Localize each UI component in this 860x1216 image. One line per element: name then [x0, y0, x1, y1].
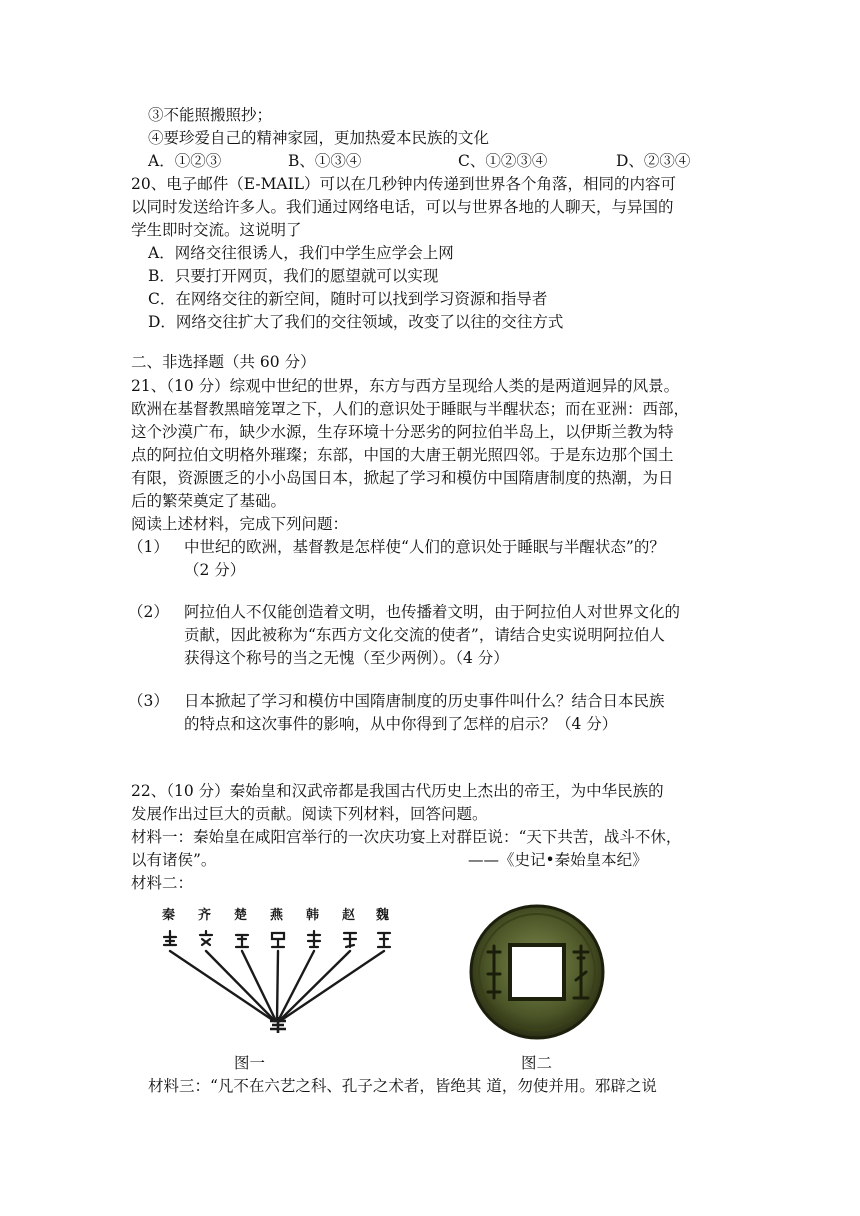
coin-graphic	[466, 902, 608, 1042]
sub-question-line: 获得这个称号的当之无愧（至少两例）。（4 分）	[184, 649, 509, 667]
script-diagram-graphic	[158, 905, 398, 1035]
q21-stem-line: 欧洲在基督教黑暗笼罩之下，人们的意识处于睡眠与半醒状态；而在亚洲：西部，	[131, 400, 690, 418]
sub-question-line: （2 分）	[184, 561, 246, 579]
sub-question-line: 中世纪的欧洲，基督教是怎样使“人们的意识处于睡眠与半醒状态”的？	[184, 538, 665, 556]
state-label-wei: 魏	[376, 908, 390, 923]
q19-item-3: ③不能照搬照抄；	[148, 106, 273, 124]
ancient-glyphs	[164, 931, 390, 947]
state-label-yan: 燕	[270, 908, 284, 923]
q22-material-1: 材料一：秦始皇在咸阳宫举行的一次庆功宴上对群臣说：“天下共苦，战斗不休，	[131, 828, 682, 846]
sub-question-line: 贡献，因此被称为“东西方文化交流的使者”，请结合史实说明阿拉伯人	[184, 626, 665, 644]
sub-question-number: （2）	[128, 603, 169, 621]
sub-question-line: 阿拉伯人不仅能创造着文明，也传播着文明，由于阿拉伯人对世界文化的	[184, 603, 681, 621]
q21-stem-line: 这个沙漠广布，缺少水源，生存环境十分恶劣的阿拉伯半岛上，以伊斯兰教为特	[131, 423, 674, 441]
q21-instruction: 阅读上述材料，完成下列问题：	[131, 515, 349, 533]
q20-option-c: C．在网络交往的新空间，随时可以找到学习资源和指导者	[148, 290, 548, 308]
q19-options	[148, 150, 748, 173]
q21-sub-question-2	[128, 601, 748, 671]
figure-2-caption: 图二	[521, 1054, 553, 1072]
figure-1-caption: 图一	[234, 1054, 266, 1072]
q20-stem-line: 20、电子邮件（E-MAIL）可以在几秒钟内传递到世界各个角落，相同的内容可	[131, 175, 677, 193]
q20-option-d: D．网络交往扩大了我们的交往领域，改变了以往的交往方式	[148, 313, 564, 331]
q20-option-a: A．网络交往很诱人，我们中学生应学会上网	[148, 244, 454, 262]
sub-question-number: （3）	[128, 692, 169, 710]
q21-stem-line: 后的繁荣奠定了基础。	[131, 492, 287, 510]
q22-stem-line: 发展作出过巨大的贡献。阅读下列材料，回答问题。	[131, 805, 488, 823]
figure-1-script-diagram	[158, 905, 398, 1035]
section-heading: 二、非选择题（共 60 分）	[131, 353, 316, 371]
state-label-qi: 齐	[198, 908, 212, 923]
state-label-qin: 秦	[162, 908, 176, 923]
q22-material-3: 材料三：“凡不在六艺之科、孔子之术者，皆绝其 道，勿使并用。邪辟之说	[148, 1077, 657, 1095]
q21-sub-question-3	[128, 690, 748, 738]
state-label-chu: 楚	[234, 908, 248, 923]
q19-option-d: D、②③④	[616, 152, 691, 170]
q19-item-4: ④要珍爱自己的精神家园，更加热爱本民族的文化	[148, 129, 490, 147]
q20-option-b: B．只要打开网页，我们的愿望就可以实现	[148, 267, 439, 285]
q21-stem-line: 点的阿拉伯文明格外璀璨；东部，中国的大唐王朝光照四邻。于是东边那个国土	[131, 446, 674, 464]
q19-option-c: C、①②③④	[458, 152, 548, 170]
figure-2-coin	[466, 902, 608, 1042]
state-label-han: 韩	[306, 908, 320, 923]
q22-material-2-label: 材料二：	[131, 874, 194, 892]
q21-stem-line: 有限，资源匮乏的小小岛国日本，掀起了学习和模仿中国隋唐制度的热潮，为日	[131, 469, 674, 487]
sub-question-line: 日本掀起了学习和模仿中国隋唐制度的历史事件叫什么？结合日本民族	[184, 692, 665, 710]
convergence-lines	[170, 951, 384, 1021]
sub-question-line: 的特点和这次事件的影响，从中你得到了怎样的启示？（4 分）	[184, 715, 618, 733]
q19-option-b: B、①③④	[288, 152, 362, 170]
q19-option-a: A．①②③	[148, 152, 222, 170]
q22-stem-line: 22、（10 分）秦始皇和汉武帝都是我国古代历史上杰出的帝王，为中华民族的	[131, 782, 664, 800]
sub-question-number: （1）	[128, 538, 169, 556]
q22-material-1: 以有诸侯”。	[131, 851, 217, 869]
q20-stem-line: 以同时发送给许多人。我们通过网络电话，可以与世界各地的人聊天，与异国的	[131, 198, 674, 216]
state-label-zhao: 赵	[342, 908, 356, 923]
q22-source-citation: ——《史记•秦始皇本纪》	[468, 851, 648, 869]
q21-stem-line: 21、（10 分）综观中世纪的世界，东方与西方呈现给人类的是两道迥异的风景。	[131, 377, 680, 395]
q21-sub-question-1	[128, 536, 748, 584]
q20-stem-line: 学生即时交流。这说明了	[131, 221, 302, 239]
